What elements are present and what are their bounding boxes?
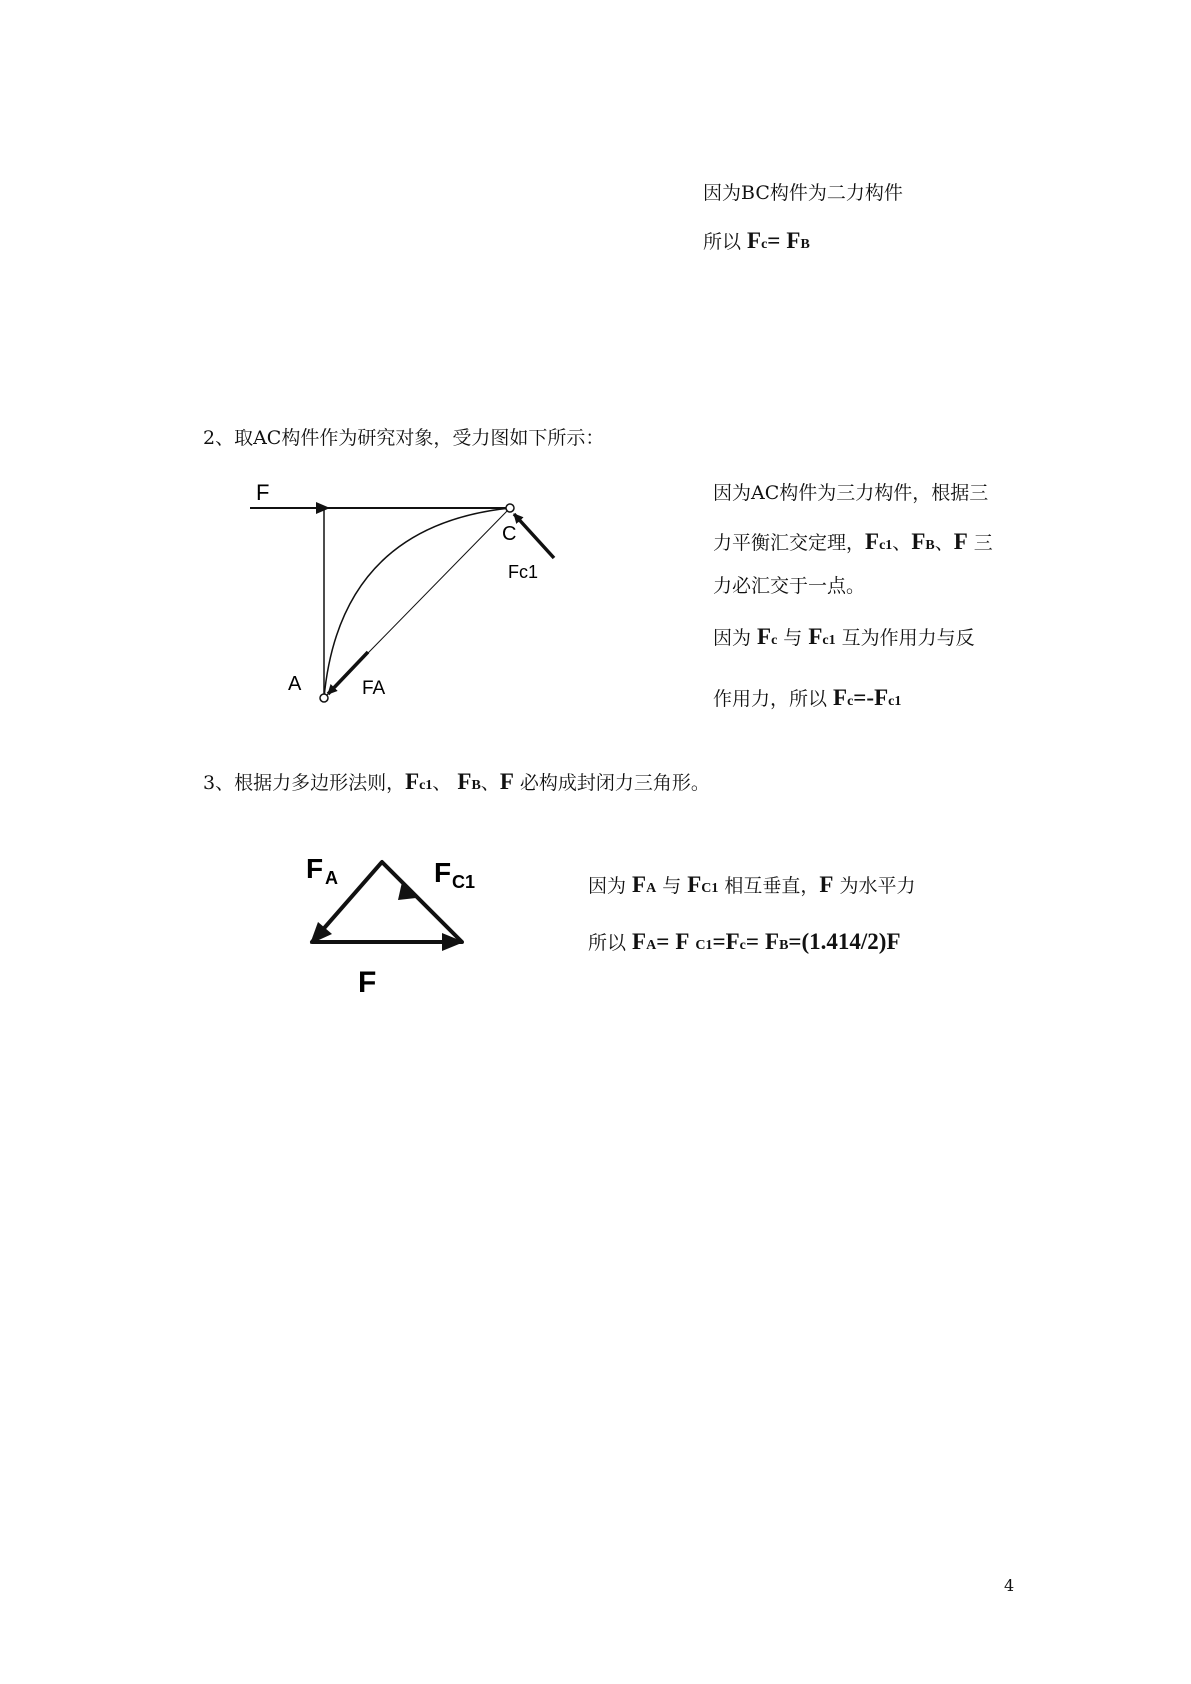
label-a: A <box>288 673 302 695</box>
label-fa-sub: A <box>325 868 338 888</box>
label-fc1: Fc1 <box>508 562 539 582</box>
joint-a <box>320 694 328 702</box>
section3-heading: 3、根据力多边形法则，Fc1、 FB、F 必构成封闭力三角形。 <box>203 769 710 794</box>
label-fa: FA <box>362 678 386 699</box>
label-fc1-main: F <box>434 857 452 888</box>
bc-two-force-member-text: 因为BC构件为二力构件 <box>703 182 903 204</box>
ac-member-force-diagram <box>240 466 570 716</box>
action-reaction-text: 因为 Fc 与 Fc1 互为作用力与反 <box>713 624 975 649</box>
label-f: F <box>358 966 377 999</box>
label-c: C <box>502 523 517 545</box>
force-triangle-diagram <box>290 846 510 1006</box>
label-fa-main: F <box>306 853 324 884</box>
page-number: 4 <box>1004 1576 1015 1595</box>
fc-equals-fb-statement: 所以 Fc= FB <box>703 228 810 253</box>
perpendicular-forces-text: 因为 FA 与 FC1 相互垂直，F 为水平力 <box>588 872 916 897</box>
fc-equals-neg-fc1-statement: 作用力，所以 Fc=-Fc1 <box>713 685 902 710</box>
joint-c <box>506 504 514 512</box>
force-f-arrowhead <box>316 502 330 514</box>
section2-heading: 2、取AC构件作为研究对象，受力图如下所示： <box>203 427 605 449</box>
three-force-member-text: 因为AC构件为三力构件，根据三 <box>713 482 989 504</box>
label-f: F <box>256 480 270 505</box>
fc1-force-arrow <box>514 514 554 558</box>
concurrent-force-theorem-text: 力平衡汇交定理，Fc1、FB、F 三 <box>713 529 993 554</box>
concurrent-point-text: 力必汇交于一点。 <box>713 575 866 597</box>
label-fc1-sub: C1 <box>452 872 476 892</box>
force-magnitude-result: 所以 FA= F C1=Fc= FB=(1.414/2)F <box>588 929 901 954</box>
